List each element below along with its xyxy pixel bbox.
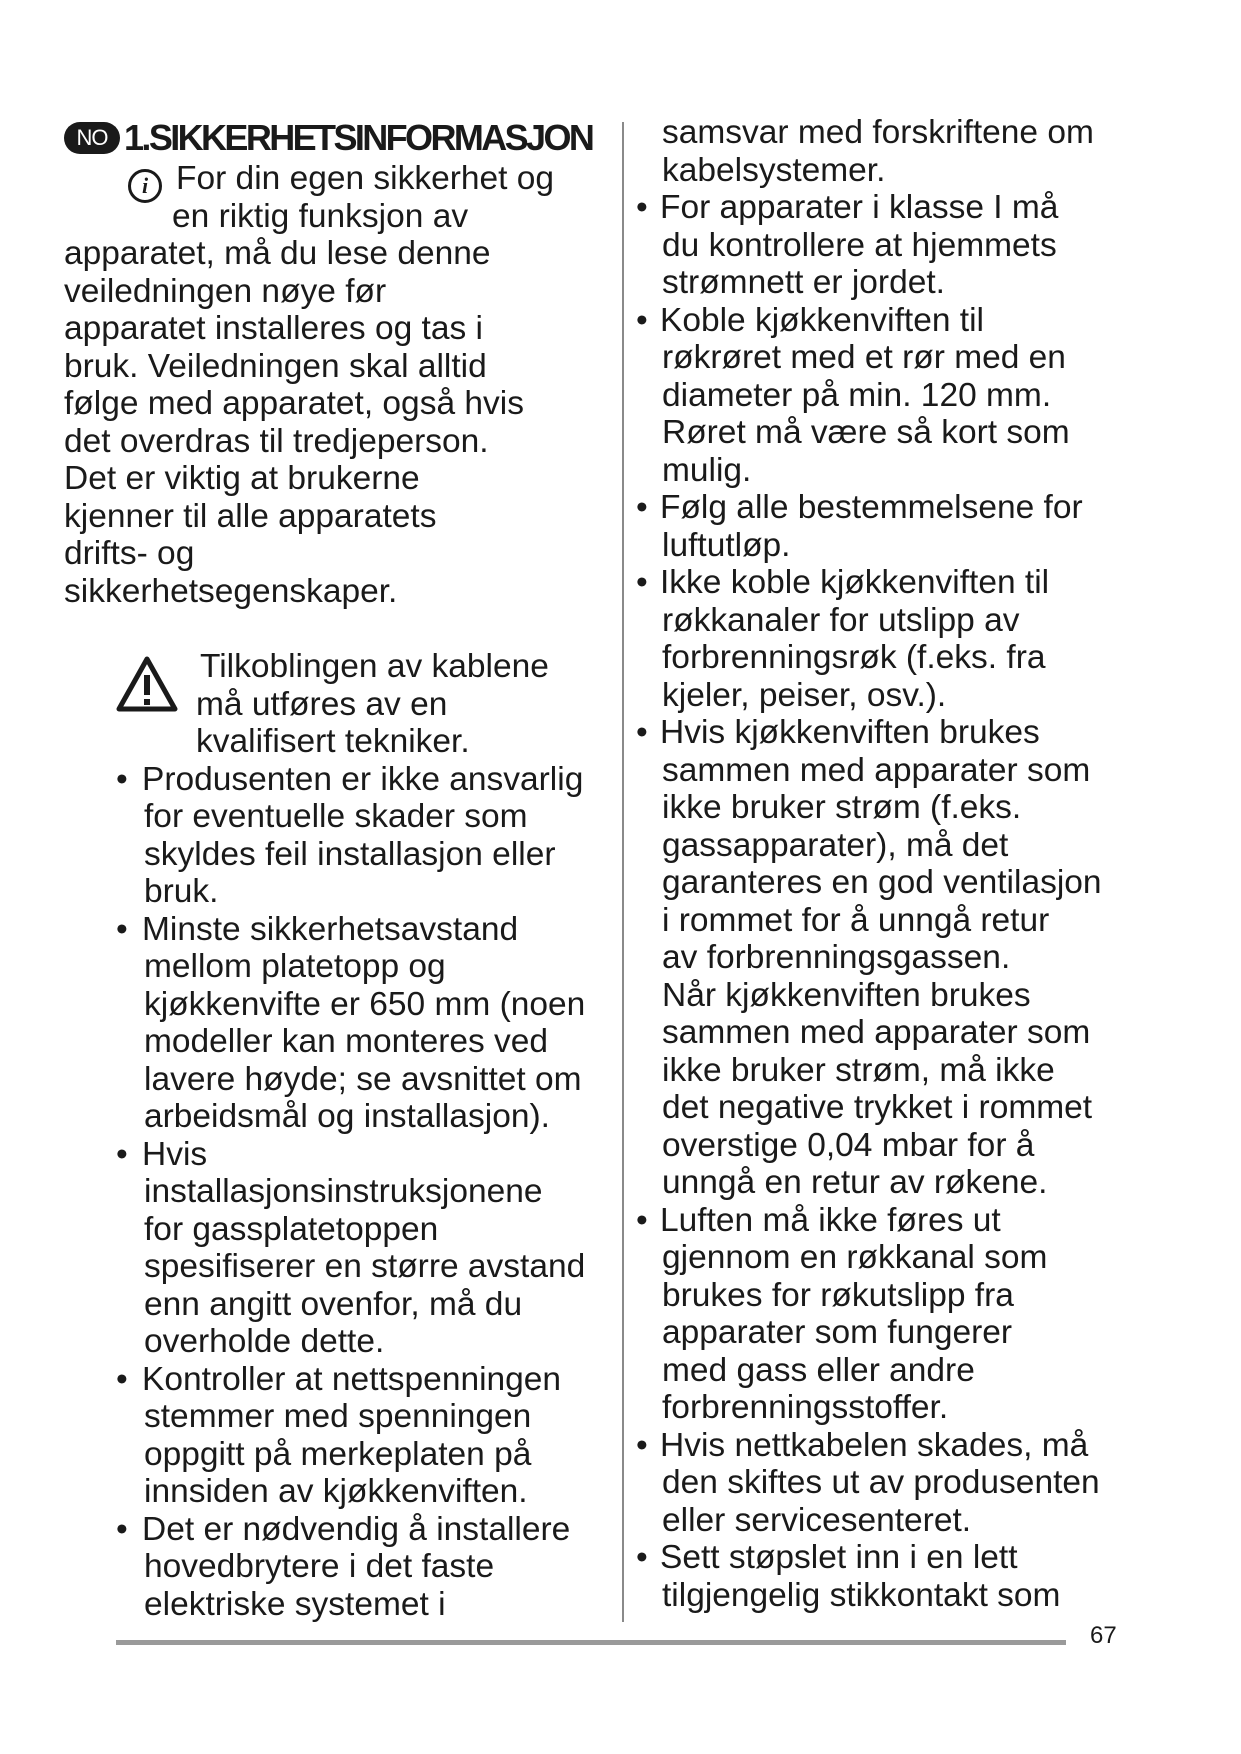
- list-item-line: tilgjengelig stikkontakt som: [662, 1576, 1061, 1614]
- left-column: [64, 114, 614, 1623]
- list-item: [636, 1539, 1156, 1614]
- bullet-marker: •: [636, 489, 648, 526]
- list-item-line: sammen med apparater som: [662, 751, 1091, 789]
- list-item-line: mellom platetopp og: [144, 948, 446, 985]
- list-item-line: arbeidsmål og installasjon).: [144, 1098, 550, 1135]
- language-badge: NO: [64, 122, 120, 154]
- info-icon: i: [128, 169, 162, 203]
- list-item-line: enn angitt ovenfor, må du: [144, 1285, 523, 1323]
- info-line: drifts- og: [64, 535, 195, 572]
- list-item-line: bruk.: [144, 873, 219, 910]
- bullet-marker: •: [116, 1360, 128, 1398]
- list-item-line: Røret må være så kort som: [662, 414, 1070, 451]
- list-item-line: forbrenningsstoffer.: [662, 1389, 949, 1426]
- info-line: Det er viktig at brukerne: [64, 460, 420, 497]
- warning-line: må utføres av en: [196, 685, 448, 723]
- continuation-line: kabelsystemer.: [662, 151, 886, 189]
- list-item-line: gjennom en røkkanal som: [662, 1239, 1048, 1276]
- bullet-marker: •: [636, 1539, 648, 1576]
- list-item-line: overstige 0,04 mbar for å: [662, 1126, 1035, 1164]
- info-notice: [64, 160, 614, 610]
- list-item-line: Kontroller at nettspenningen: [142, 1360, 562, 1398]
- column-divider: [622, 122, 624, 1622]
- right-column: [636, 114, 1156, 1614]
- list-item-line: spesifiserer en større avstand: [144, 1248, 586, 1285]
- list-item-line: røkrøret med et rør med en: [662, 339, 1066, 376]
- list-item-line: for eventuelle skader som: [144, 798, 528, 835]
- list-item-line: røkkanaler for utslipp av: [662, 601, 1020, 639]
- list-item: [64, 911, 614, 1136]
- list-item-line: lavere høyde; se avsnittet om: [144, 1060, 582, 1098]
- list-item-line: modeller kan monteres ved: [144, 1023, 549, 1060]
- list-item-line: du kontrollere at hjemmets: [662, 226, 1057, 264]
- list-item: [64, 761, 614, 911]
- list-item: [636, 564, 1156, 714]
- info-line: veiledningen nøye før: [64, 272, 387, 310]
- warning-triangle-icon: [116, 656, 178, 712]
- list-item-line: garanteres en god ventilasjon: [662, 864, 1102, 901]
- list-item-line: Produsenten er ikke ansvarlig: [142, 760, 584, 798]
- list-item-line: apparater som fungerer: [662, 1314, 1013, 1351]
- list-item-line: innsiden av kjøkkenviften.: [144, 1473, 528, 1510]
- bullet-marker: •: [636, 1426, 648, 1464]
- warning-line: kvalifisert tekniker.: [196, 723, 470, 760]
- list-item-line: mulig.: [662, 451, 752, 489]
- bullet-marker: •: [116, 910, 128, 948]
- list-item-line: for gassplatetoppen: [144, 1210, 439, 1248]
- bullet-marker: •: [636, 714, 648, 751]
- list-item-line: stemmer med spenningen: [144, 1398, 532, 1435]
- info-line: For din egen sikkerhet og: [176, 160, 555, 197]
- bullet-marker: •: [636, 189, 648, 226]
- list-item: [64, 1511, 614, 1624]
- bullet-marker: •: [636, 301, 648, 339]
- list-item-line: skyldes feil installasjon eller: [144, 835, 556, 873]
- list-item-line: elektriske systemet i: [144, 1585, 446, 1623]
- left-bullet-list: [64, 761, 614, 1624]
- continuation-line: samsvar med forskriftene om: [662, 114, 1094, 151]
- info-line: apparatet installeres og tas i: [64, 310, 483, 347]
- list-item-line: brukes for røkutslipp fra: [662, 1276, 1014, 1314]
- bullet-marker: •: [116, 1135, 128, 1173]
- section-title: 1.SIKKERHETSINFORMASJON: [124, 117, 593, 158]
- list-item-line: ikke bruker strøm, må ikke: [662, 1051, 1055, 1089]
- info-line: følge med apparatet, også hvis: [64, 385, 524, 422]
- list-item-line: sammen med apparater som: [662, 1014, 1091, 1051]
- list-item-line: overholde dette.: [144, 1323, 385, 1360]
- list-item-line: kjeler, peiser, osv.).: [662, 676, 947, 714]
- list-item-line: Minste sikkerhetsavstand: [142, 910, 519, 948]
- list-item-line: av forbrenningsgassen.: [662, 939, 1011, 976]
- list-item: [636, 714, 1156, 1202]
- list-item-line: Hvis: [142, 1135, 208, 1173]
- footer-rule: [116, 1640, 1066, 1645]
- list-item-line: luftutløp.: [662, 526, 791, 564]
- info-line: bruk. Veiledningen skal alltid: [64, 347, 487, 385]
- list-item: [64, 1136, 614, 1361]
- list-item-line: kjøkkenvifte er 650 mm (noen: [144, 985, 586, 1023]
- bullet-marker: •: [636, 564, 648, 601]
- list-item-line: med gass eller andre: [662, 1351, 975, 1389]
- section-heading: [64, 114, 614, 162]
- list-item-line: Sett støpslet inn i en lett: [660, 1539, 1018, 1576]
- list-item: [636, 302, 1156, 490]
- list-item: [636, 489, 1156, 564]
- info-line: kjenner til alle apparatets: [64, 497, 437, 535]
- list-item-line: ikke bruker strøm (f.eks.: [662, 789, 1022, 826]
- list-item-line: diameter på min. 120 mm.: [662, 376, 1052, 414]
- warning-notice: [64, 648, 614, 761]
- list-item: [64, 1361, 614, 1511]
- list-item: [636, 1202, 1156, 1427]
- list-item-line: den skiftes ut av produsenten: [662, 1464, 1100, 1501]
- list-item-line: Det er nødvendig å installere: [142, 1510, 571, 1548]
- list-item-line: hovedbrytere i det faste: [144, 1548, 495, 1585]
- warning-line: Tilkoblingen av kablene: [200, 648, 549, 685]
- list-item-line: Luften må ikke føres ut: [660, 1201, 1001, 1239]
- list-item-line: For apparater i klasse I må: [660, 189, 1059, 226]
- list-item-line: strømnett er jordet.: [662, 264, 945, 301]
- list-item: [636, 189, 1156, 302]
- info-line: en riktig funksjon av: [172, 197, 469, 235]
- bullet-marker: •: [116, 1510, 128, 1548]
- page-number: 67: [1090, 1622, 1117, 1649]
- list-item-line: Når kjøkkenviften brukes: [662, 976, 1031, 1014]
- list-item-line: installasjonsinstruksjonene: [144, 1173, 543, 1210]
- list-item-line: Følg alle bestemmelsene for: [660, 489, 1083, 526]
- list-item: [636, 1427, 1156, 1540]
- list-item-line: Hvis nettkabelen skades, må: [660, 1426, 1089, 1464]
- info-line: det overdras til tredjeperson.: [64, 422, 489, 460]
- info-line: sikkerhetsegenskaper.: [64, 572, 398, 610]
- list-item-line: Hvis kjøkkenviften brukes: [660, 714, 1040, 751]
- list-item-line: forbrenningsrøk (f.eks. fra: [662, 639, 1046, 676]
- list-item-line: oppgitt på merkeplaten på: [144, 1435, 532, 1473]
- list-item-line: unngå en retur av røkene.: [662, 1164, 1048, 1201]
- bullet-marker: •: [636, 1201, 648, 1239]
- list-item-line: i rommet for å unngå retur: [662, 901, 1050, 939]
- list-item-line: Ikke koble kjøkkenviften til: [660, 564, 1050, 601]
- bullet-marker: •: [116, 760, 128, 798]
- list-item-line: Koble kjøkkenviften til: [660, 301, 984, 339]
- list-item-line: det negative trykket i rommet: [662, 1089, 1093, 1126]
- list-item-line: eller servicesenteret.: [662, 1501, 972, 1539]
- list-item-line: gassapparater), må det: [662, 826, 1009, 864]
- info-line: apparatet, må du lese denne: [64, 235, 491, 272]
